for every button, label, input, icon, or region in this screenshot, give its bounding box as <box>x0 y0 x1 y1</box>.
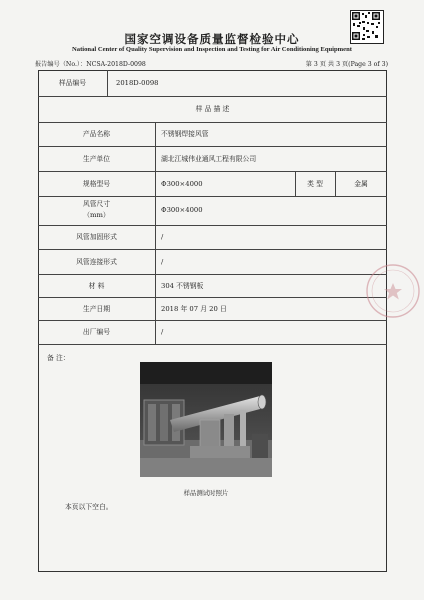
page-number: 第 3 页 共 3 页(Page 3 of 3) <box>305 61 388 68</box>
report-number: 报告编号（No.）：NCSA-2018D-0098 <box>35 61 146 68</box>
sample-no-label: 样品编号 <box>58 79 87 87</box>
report-title-cn: 国家空调设备质量监督检验中心 <box>124 32 300 46</box>
row-divider <box>38 225 387 226</box>
row-divider <box>38 146 387 147</box>
product-name-value: 不锈钢焊接风管 <box>161 130 209 138</box>
production-date-value: 2018 年 07 月 20 日 <box>161 305 227 313</box>
row-divider <box>38 274 387 275</box>
manufacturer-value: 湖北江城伟业通风工程有限公司 <box>161 155 257 163</box>
remarks-label: 备 注： <box>47 354 70 362</box>
reinforcement-label: 风管加固形式 <box>76 233 117 241</box>
connection-value: / <box>161 258 164 266</box>
row-divider <box>38 249 387 250</box>
sample-test-photo <box>140 362 272 477</box>
end-of-page-note: 本页以下空白。 <box>65 503 113 511</box>
row-divider <box>38 122 387 123</box>
type-value: 金属 <box>354 180 368 188</box>
column-divider <box>107 70 108 96</box>
manufacturer-label: 生产单位 <box>82 155 111 163</box>
photo-caption: 样品测试时照片 <box>183 489 229 497</box>
section-title: 样 品 描 述 <box>195 105 230 113</box>
serial-number-value: / <box>161 328 164 336</box>
report-title-en: National Center of Quality Supervision and Inspection and Testing for Air Conditioning Equipment <box>72 46 352 53</box>
sample-no-value: 2018D-0098 <box>116 79 159 87</box>
serial-number-label: 出厂编号 <box>82 328 111 336</box>
column-divider <box>155 122 156 344</box>
row-divider <box>38 297 387 298</box>
type-label: 类 型 <box>307 180 323 188</box>
connection-label: 风管连接形式 <box>76 258 117 266</box>
reinforcement-value: / <box>161 233 164 241</box>
row-divider <box>38 196 387 197</box>
material-label: 材 料 <box>88 282 105 290</box>
official-seal-stamp <box>364 262 422 320</box>
duct-size-label: 风管尺寸 <box>82 200 111 208</box>
row-divider <box>38 96 387 97</box>
product-name-label: 产品名称 <box>82 130 111 138</box>
duct-size-value: Φ300×4000 <box>161 206 203 214</box>
model-value: Φ300×4000 <box>161 180 203 188</box>
model-label: 规格型号 <box>82 180 111 188</box>
production-date-label: 生产日期 <box>82 305 111 313</box>
row-divider <box>38 320 387 321</box>
material-value: 304 不锈钢板 <box>161 282 204 290</box>
row-divider <box>38 344 387 345</box>
duct-size-unit: （mm） <box>83 211 110 219</box>
